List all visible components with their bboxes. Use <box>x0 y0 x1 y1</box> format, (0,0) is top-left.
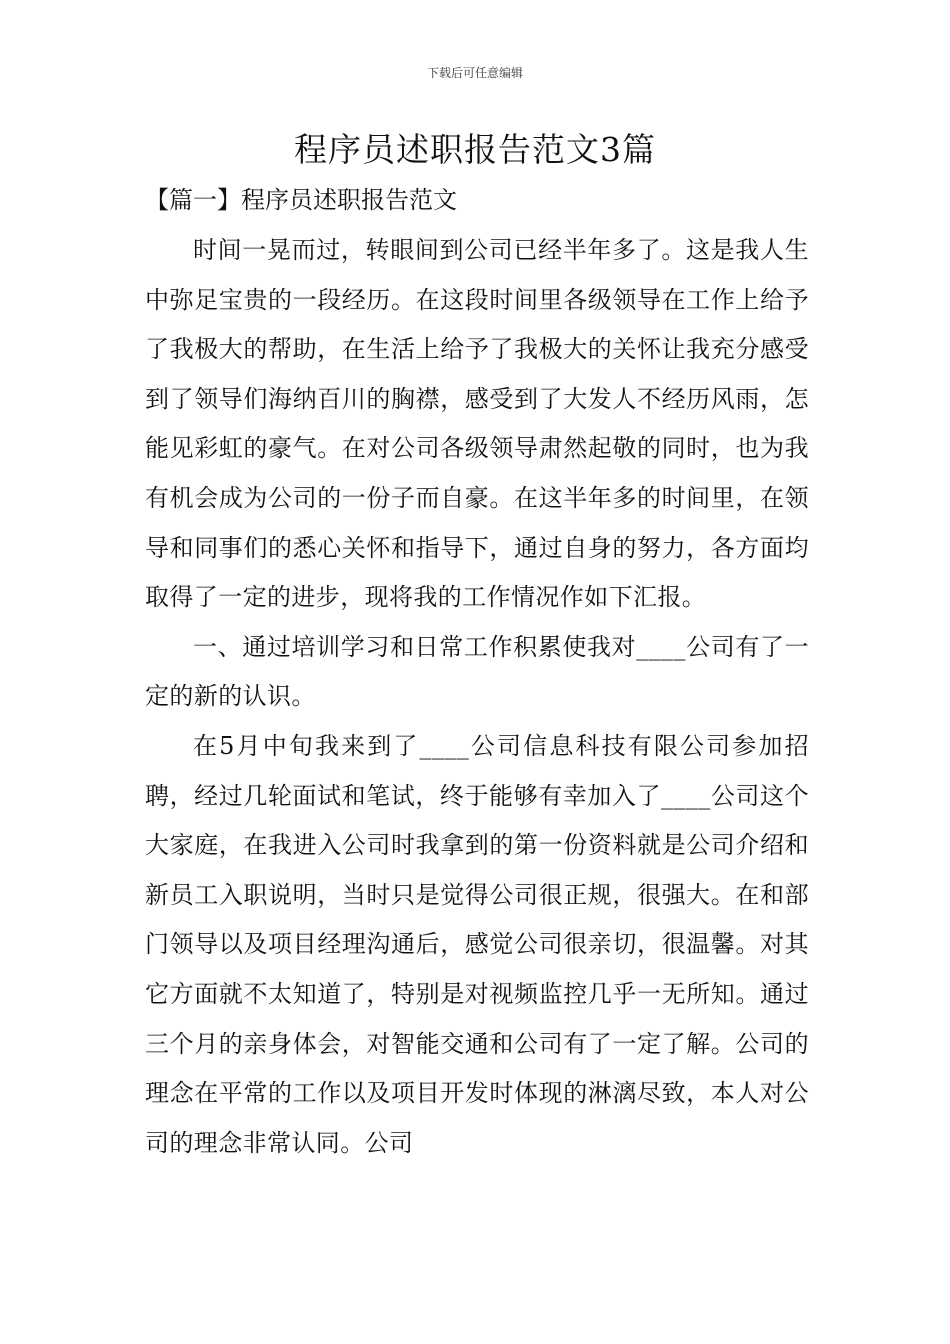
document-title: 程序员述职报告范文3篇 <box>294 130 656 169</box>
paragraph-intro: 时间一晃而过，转眼间到公司已经半年多了。这是我人生中弥足宝贵的一段经历。在这段时间里各级领导在工作上给予了我极大的帮助，在生活上给予了我极大的关怀让我充分感受到了领导们海纳百川的胸襟，感受到了大发人不经历风雨，怎能见彩虹的豪气。在对公司各级领导肃然起敬的同时，也为我有机会成为公司的一份子而自豪。在这半年多的时间里，在领导和同事们的悉心关怀和指导下，通过自身的努力，各方面均取得了一定的进步，现将我的工作情况作如下汇报。 <box>145 236 809 612</box>
section-heading: 【篇一】程序员述职报告范文 <box>145 186 457 214</box>
paragraph-point-one: 一、通过培训学习和日常工作积累使我对____公司有了一定的新的认识。 <box>145 632 809 711</box>
paragraph-recruitment: 在5月中旬我来到了____公司信息科技有限公司参加招聘，经过几轮面试和笔试，终于能够有幸加入了____公司这个大家庭，在我进入公司时我拿到的第一份资料就是公司介绍和新员工入职说明，当时只是觉得公司很正规，很强大。在和部门领导以及项目经理沟通后，感觉公司很亲切，很温馨。对其它方面就不太知道了，特别是对视频监控几乎一无所知。通过三个月的亲身体会，对智能交通和公司有了一定了解。公司的理念在平常的工作以及项目开发时体现的淋漓尽致，本人对公司的理念非常认同。公司 <box>145 731 809 1157</box>
body-text <box>145 226 809 1168</box>
header-note: 下载后可任意编辑 <box>426 66 523 80</box>
